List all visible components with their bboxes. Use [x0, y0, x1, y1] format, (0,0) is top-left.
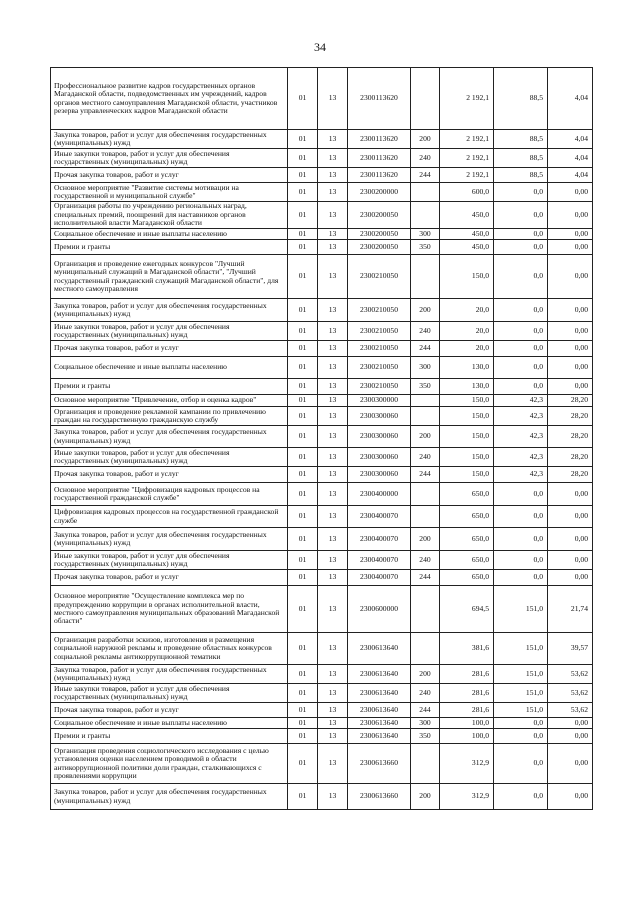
row-subsection: 13	[318, 570, 348, 586]
row-target-code: 2300210050	[348, 299, 411, 322]
row-target-code: 2300400000	[348, 483, 411, 506]
row-subsection: 13	[318, 240, 348, 255]
row-subsection: 13	[318, 149, 348, 168]
row-plan-amount: 2 192,1	[440, 130, 494, 149]
row-name: Социальное обеспечение и иные выплаты населению	[51, 357, 288, 379]
row-execution-percent: 0,00	[548, 570, 593, 586]
row-name: Профессиональное развитие кадров государственных органов Магаданской области, подведомственных им учреждений, кадров органов местного самоуправления Магаданской области, участников резерва управленческих кадров Магаданской области	[51, 68, 288, 130]
row-plan-amount: 130,0	[440, 357, 494, 379]
row-execution-percent: 4,04	[548, 130, 593, 149]
row-actual-amount: 0,0	[494, 506, 548, 528]
table-row	[51, 570, 593, 586]
row-target-code: 2300600000	[348, 586, 411, 633]
row-name: Закупка товаров, работ и услуг для обеспечения государственных (муниципальных) нужд	[51, 665, 288, 684]
table-row	[51, 379, 593, 395]
row-execution-percent: 28,20	[548, 467, 593, 483]
row-target-code: 2300613640	[348, 665, 411, 684]
table-row	[51, 130, 593, 149]
row-actual-amount: 88,5	[494, 149, 548, 168]
row-name: Иные закупки товаров, работ и услуг для обеспечения государственных (муниципальных) нужд	[51, 448, 288, 467]
row-actual-amount: 0,0	[494, 357, 548, 379]
row-expense-type: 200	[411, 528, 440, 551]
row-plan-amount: 150,0	[440, 448, 494, 467]
row-expense-type	[411, 68, 440, 130]
row-plan-amount: 281,6	[440, 665, 494, 684]
row-expense-type: 240	[411, 149, 440, 168]
row-section: 01	[288, 744, 318, 784]
row-section: 01	[288, 703, 318, 718]
row-actual-amount: 0,0	[494, 784, 548, 810]
row-target-code: 2300613640	[348, 703, 411, 718]
row-target-code: 2300113620	[348, 149, 411, 168]
row-execution-percent: 0,00	[548, 744, 593, 784]
table-row	[51, 718, 593, 729]
row-target-code: 2300200050	[348, 229, 411, 240]
row-target-code: 2300210050	[348, 255, 411, 299]
row-plan-amount: 281,6	[440, 703, 494, 718]
row-execution-percent: 0,00	[548, 729, 593, 744]
row-plan-amount: 150,0	[440, 255, 494, 299]
row-expense-type: 244	[411, 341, 440, 357]
row-expense-type	[411, 633, 440, 665]
row-expense-type: 350	[411, 240, 440, 255]
row-name: Основное мероприятие "Цифровизация кадровых процессов на государственной гражданской службе"	[51, 483, 288, 506]
row-actual-amount: 88,5	[494, 168, 548, 183]
row-actual-amount: 0,0	[494, 551, 548, 570]
row-subsection: 13	[318, 168, 348, 183]
row-subsection: 13	[318, 322, 348, 341]
row-target-code: 2300200050	[348, 202, 411, 229]
row-execution-percent: 28,20	[548, 448, 593, 467]
row-expense-type: 244	[411, 703, 440, 718]
row-execution-percent: 0,00	[548, 229, 593, 240]
table-row	[51, 426, 593, 448]
row-subsection: 13	[318, 130, 348, 149]
row-plan-amount: 450,0	[440, 240, 494, 255]
table-row	[51, 729, 593, 744]
table-row	[51, 506, 593, 528]
row-actual-amount: 42,3	[494, 407, 548, 426]
table-row	[51, 395, 593, 407]
row-target-code: 2300400070	[348, 551, 411, 570]
row-subsection: 13	[318, 551, 348, 570]
row-actual-amount: 0,0	[494, 299, 548, 322]
row-name: Закупка товаров, работ и услуг для обеспечения государственных (муниципальных) нужд	[51, 299, 288, 322]
row-actual-amount: 42,3	[494, 426, 548, 448]
row-actual-amount: 0,0	[494, 744, 548, 784]
table-row	[51, 633, 593, 665]
table-row	[51, 255, 593, 299]
row-execution-percent: 53,62	[548, 665, 593, 684]
row-name: Закупка товаров, работ и услуг для обеспечения государственных (муниципальных) нужд	[51, 426, 288, 448]
row-target-code: 2300300060	[348, 426, 411, 448]
row-execution-percent: 0,00	[548, 322, 593, 341]
table-row	[51, 149, 593, 168]
row-expense-type: 244	[411, 168, 440, 183]
row-expense-type: 244	[411, 467, 440, 483]
row-target-code: 2300113620	[348, 130, 411, 149]
row-target-code: 2300613660	[348, 784, 411, 810]
row-expense-type	[411, 183, 440, 202]
table-row	[51, 744, 593, 784]
row-section: 01	[288, 322, 318, 341]
row-expense-type	[411, 395, 440, 407]
row-actual-amount: 151,0	[494, 703, 548, 718]
row-execution-percent: 0,00	[548, 379, 593, 395]
row-plan-amount: 600,0	[440, 183, 494, 202]
table-row	[51, 68, 593, 130]
table-row	[51, 341, 593, 357]
row-section: 01	[288, 229, 318, 240]
row-subsection: 13	[318, 68, 348, 130]
row-plan-amount: 312,9	[440, 744, 494, 784]
row-execution-percent: 0,00	[548, 341, 593, 357]
row-name: Цифровизация кадровых процессов на государственной гражданской службе	[51, 506, 288, 528]
row-name: Прочая закупка товаров, работ и услуг	[51, 703, 288, 718]
row-subsection: 13	[318, 684, 348, 703]
row-plan-amount: 150,0	[440, 426, 494, 448]
row-name: Иные закупки товаров, работ и услуг для обеспечения государственных (муниципальных) нужд	[51, 684, 288, 703]
row-execution-percent: 0,00	[548, 299, 593, 322]
row-actual-amount: 151,0	[494, 684, 548, 703]
row-target-code: 2300300060	[348, 467, 411, 483]
row-subsection: 13	[318, 784, 348, 810]
row-expense-type: 200	[411, 426, 440, 448]
row-plan-amount: 281,6	[440, 684, 494, 703]
row-expense-type: 240	[411, 322, 440, 341]
row-execution-percent: 0,00	[548, 506, 593, 528]
row-name: Иные закупки товаров, работ и услуг для обеспечения государственных (муниципальных) нужд	[51, 551, 288, 570]
row-target-code: 2300400070	[348, 570, 411, 586]
row-subsection: 13	[318, 379, 348, 395]
table-row	[51, 299, 593, 322]
row-plan-amount: 130,0	[440, 379, 494, 395]
row-execution-percent: 28,20	[548, 407, 593, 426]
row-target-code: 2300200050	[348, 240, 411, 255]
row-plan-amount: 694,5	[440, 586, 494, 633]
row-actual-amount: 0,0	[494, 528, 548, 551]
row-name: Прочая закупка товаров, работ и услуг	[51, 341, 288, 357]
row-plan-amount: 650,0	[440, 528, 494, 551]
row-subsection: 13	[318, 729, 348, 744]
row-actual-amount: 88,5	[494, 68, 548, 130]
row-execution-percent: 28,20	[548, 395, 593, 407]
row-plan-amount: 650,0	[440, 551, 494, 570]
table-row	[51, 357, 593, 379]
row-actual-amount: 0,0	[494, 729, 548, 744]
row-execution-percent: 0,00	[548, 240, 593, 255]
row-subsection: 13	[318, 255, 348, 299]
row-target-code: 2300300000	[348, 395, 411, 407]
row-name: Закупка товаров, работ и услуг для обеспечения государственных (муниципальных) нужд	[51, 528, 288, 551]
row-actual-amount: 0,0	[494, 240, 548, 255]
row-execution-percent: 0,00	[548, 483, 593, 506]
row-execution-percent: 53,62	[548, 684, 593, 703]
row-actual-amount: 151,0	[494, 586, 548, 633]
row-subsection: 13	[318, 506, 348, 528]
row-expense-type: 200	[411, 665, 440, 684]
row-section: 01	[288, 341, 318, 357]
row-name: Премии и гранты	[51, 379, 288, 395]
row-name: Иные закупки товаров, работ и услуг для обеспечения государственных (муниципальных) нужд	[51, 149, 288, 168]
row-name: Организация и проведение ежегодных конкурсов "Лучший муниципальный служащий в Магаданской области", "Лучший государственный гражданский служащий Магаданской области", для местного самоуправления	[51, 255, 288, 299]
row-section: 01	[288, 570, 318, 586]
row-section: 01	[288, 684, 318, 703]
row-section: 01	[288, 506, 318, 528]
row-plan-amount: 150,0	[440, 395, 494, 407]
row-expense-type: 240	[411, 551, 440, 570]
table-row	[51, 665, 593, 684]
row-expense-type: 350	[411, 379, 440, 395]
row-plan-amount: 20,0	[440, 341, 494, 357]
table-row	[51, 684, 593, 703]
row-subsection: 13	[318, 528, 348, 551]
table-row	[51, 168, 593, 183]
row-actual-amount: 0,0	[494, 379, 548, 395]
table-row	[51, 407, 593, 426]
row-section: 01	[288, 168, 318, 183]
row-plan-amount: 100,0	[440, 718, 494, 729]
row-actual-amount: 0,0	[494, 341, 548, 357]
row-section: 01	[288, 395, 318, 407]
row-subsection: 13	[318, 586, 348, 633]
page-number: 34	[314, 40, 326, 54]
row-subsection: 13	[318, 718, 348, 729]
row-expense-type: 240	[411, 448, 440, 467]
row-section: 01	[288, 784, 318, 810]
row-expense-type	[411, 202, 440, 229]
row-plan-amount: 2 192,1	[440, 149, 494, 168]
budget-table	[50, 67, 593, 810]
row-section: 01	[288, 255, 318, 299]
row-subsection: 13	[318, 633, 348, 665]
row-plan-amount: 381,6	[440, 633, 494, 665]
row-name: Организация разработки эскизов, изготовления и размещения социальной наружной рекламы и проведение областных конкурсов социальной рекламы антикоррупционной тематики	[51, 633, 288, 665]
row-subsection: 13	[318, 426, 348, 448]
row-execution-percent: 39,57	[548, 633, 593, 665]
row-execution-percent: 0,00	[548, 202, 593, 229]
row-name: Прочая закупка товаров, работ и услуг	[51, 467, 288, 483]
row-section: 01	[288, 551, 318, 570]
row-name: Организация и проведение рекламной кампании по привлечению граждан на государственную гражданскую службу	[51, 407, 288, 426]
row-plan-amount: 312,9	[440, 784, 494, 810]
row-subsection: 13	[318, 703, 348, 718]
row-section: 01	[288, 483, 318, 506]
row-plan-amount: 20,0	[440, 299, 494, 322]
row-subsection: 13	[318, 341, 348, 357]
row-expense-type	[411, 407, 440, 426]
table-row	[51, 448, 593, 467]
row-actual-amount: 0,0	[494, 183, 548, 202]
row-actual-amount: 42,3	[494, 395, 548, 407]
row-section: 01	[288, 130, 318, 149]
row-execution-percent: 28,20	[548, 426, 593, 448]
row-subsection: 13	[318, 202, 348, 229]
row-name: Социальное обеспечение и иные выплаты населению	[51, 718, 288, 729]
table-row	[51, 551, 593, 570]
row-expense-type: 350	[411, 729, 440, 744]
row-plan-amount: 450,0	[440, 202, 494, 229]
table-row	[51, 784, 593, 810]
row-expense-type: 300	[411, 357, 440, 379]
row-target-code: 2300300060	[348, 407, 411, 426]
table-row	[51, 240, 593, 255]
row-plan-amount: 650,0	[440, 506, 494, 528]
row-section: 01	[288, 729, 318, 744]
row-expense-type: 200	[411, 299, 440, 322]
row-name: Основное мероприятие "Развитие системы мотивации на государственной и муниципальной службе"	[51, 183, 288, 202]
row-section: 01	[288, 586, 318, 633]
row-target-code: 2300210050	[348, 379, 411, 395]
row-subsection: 13	[318, 665, 348, 684]
row-actual-amount: 0,0	[494, 202, 548, 229]
row-target-code: 2300613640	[348, 633, 411, 665]
row-expense-type	[411, 483, 440, 506]
row-target-code: 2300210050	[348, 341, 411, 357]
row-target-code: 2300113620	[348, 68, 411, 130]
row-target-code: 2300400070	[348, 506, 411, 528]
table-row	[51, 483, 593, 506]
row-target-code: 2300613660	[348, 744, 411, 784]
row-section: 01	[288, 426, 318, 448]
row-expense-type: 200	[411, 784, 440, 810]
row-expense-type: 300	[411, 229, 440, 240]
row-plan-amount: 650,0	[440, 483, 494, 506]
row-subsection: 13	[318, 744, 348, 784]
row-execution-percent: 0,00	[548, 183, 593, 202]
row-section: 01	[288, 718, 318, 729]
row-name: Основное мероприятие "Осуществление комплекса мер по предупреждению коррупции в органах исполнительной власти, местного самоуправления муниципальных образований Магаданской области"	[51, 586, 288, 633]
row-execution-percent: 0,00	[548, 528, 593, 551]
row-target-code: 2300613640	[348, 718, 411, 729]
row-subsection: 13	[318, 357, 348, 379]
row-name: Премии и гранты	[51, 240, 288, 255]
row-subsection: 13	[318, 483, 348, 506]
row-name: Организация проведения социологического исследования с целью установления оценки населением проводимой в области антикоррупционной политики доли граждан, сталкивающихся с проявлениями коррупции	[51, 744, 288, 784]
row-plan-amount: 2 192,1	[440, 168, 494, 183]
row-plan-amount: 150,0	[440, 467, 494, 483]
row-section: 01	[288, 68, 318, 130]
row-plan-amount: 450,0	[440, 229, 494, 240]
row-actual-amount: 151,0	[494, 665, 548, 684]
row-section: 01	[288, 379, 318, 395]
row-target-code: 2300300060	[348, 448, 411, 467]
row-name: Премии и гранты	[51, 729, 288, 744]
row-expense-type	[411, 255, 440, 299]
row-target-code: 2300210050	[348, 357, 411, 379]
table-row	[51, 528, 593, 551]
row-section: 01	[288, 149, 318, 168]
row-execution-percent: 53,62	[548, 703, 593, 718]
row-name: Иные закупки товаров, работ и услуг для обеспечения государственных (муниципальных) нужд	[51, 322, 288, 341]
row-actual-amount: 0,0	[494, 255, 548, 299]
row-actual-amount: 0,0	[494, 718, 548, 729]
row-subsection: 13	[318, 229, 348, 240]
row-plan-amount: 20,0	[440, 322, 494, 341]
row-target-code: 2300200000	[348, 183, 411, 202]
row-plan-amount: 2 192,1	[440, 68, 494, 130]
row-section: 01	[288, 665, 318, 684]
table-row	[51, 586, 593, 633]
row-subsection: 13	[318, 183, 348, 202]
row-section: 01	[288, 240, 318, 255]
row-target-code: 2300613640	[348, 729, 411, 744]
row-actual-amount: 42,3	[494, 448, 548, 467]
row-actual-amount: 0,0	[494, 322, 548, 341]
row-expense-type: 200	[411, 130, 440, 149]
row-target-code: 2300210050	[348, 322, 411, 341]
table-row	[51, 322, 593, 341]
row-expense-type	[411, 506, 440, 528]
row-subsection: 13	[318, 448, 348, 467]
row-execution-percent: 4,04	[548, 68, 593, 130]
row-section: 01	[288, 467, 318, 483]
row-subsection: 13	[318, 395, 348, 407]
row-name: Прочая закупка товаров, работ и услуг	[51, 168, 288, 183]
row-name: Закупка товаров, работ и услуг для обеспечения государственных (муниципальных) нужд	[51, 130, 288, 149]
row-section: 01	[288, 448, 318, 467]
row-expense-type: 244	[411, 570, 440, 586]
row-actual-amount: 0,0	[494, 570, 548, 586]
row-name: Организация работы по учреждению региональных наград, специальных премий, поощрений для наставников органов исполнительной власти Магаданской области	[51, 202, 288, 229]
row-plan-amount: 150,0	[440, 407, 494, 426]
row-name: Социальное обеспечение и иные выплаты населению	[51, 229, 288, 240]
row-target-code: 2300613640	[348, 684, 411, 703]
row-target-code: 2300113620	[348, 168, 411, 183]
row-subsection: 13	[318, 299, 348, 322]
row-execution-percent: 0,00	[548, 784, 593, 810]
row-actual-amount: 42,3	[494, 467, 548, 483]
row-execution-percent: 0,00	[548, 718, 593, 729]
table-row	[51, 467, 593, 483]
table-row	[51, 229, 593, 240]
row-name: Прочая закупка товаров, работ и услуг	[51, 570, 288, 586]
row-subsection: 13	[318, 467, 348, 483]
row-section: 01	[288, 528, 318, 551]
row-section: 01	[288, 357, 318, 379]
row-execution-percent: 4,04	[548, 168, 593, 183]
row-execution-percent: 0,00	[548, 551, 593, 570]
row-execution-percent: 0,00	[548, 357, 593, 379]
row-execution-percent: 21,74	[548, 586, 593, 633]
row-section: 01	[288, 202, 318, 229]
row-name: Закупка товаров, работ и услуг для обеспечения государственных (муниципальных) нужд	[51, 784, 288, 810]
row-execution-percent: 0,00	[548, 255, 593, 299]
row-section: 01	[288, 299, 318, 322]
row-actual-amount: 151,0	[494, 633, 548, 665]
row-execution-percent: 4,04	[548, 149, 593, 168]
table-row	[51, 202, 593, 229]
row-section: 01	[288, 633, 318, 665]
row-expense-type	[411, 744, 440, 784]
row-name: Основное мероприятие "Привлечение, отбор и оценка кадров"	[51, 395, 288, 407]
row-expense-type: 300	[411, 718, 440, 729]
row-section: 01	[288, 183, 318, 202]
row-actual-amount: 0,0	[494, 229, 548, 240]
row-target-code: 2300400070	[348, 528, 411, 551]
row-expense-type	[411, 586, 440, 633]
row-section: 01	[288, 407, 318, 426]
table-row	[51, 703, 593, 718]
row-plan-amount: 650,0	[440, 570, 494, 586]
row-actual-amount: 88,5	[494, 130, 548, 149]
row-expense-type: 240	[411, 684, 440, 703]
row-plan-amount: 100,0	[440, 729, 494, 744]
row-subsection: 13	[318, 407, 348, 426]
row-actual-amount: 0,0	[494, 483, 548, 506]
table-row	[51, 183, 593, 202]
